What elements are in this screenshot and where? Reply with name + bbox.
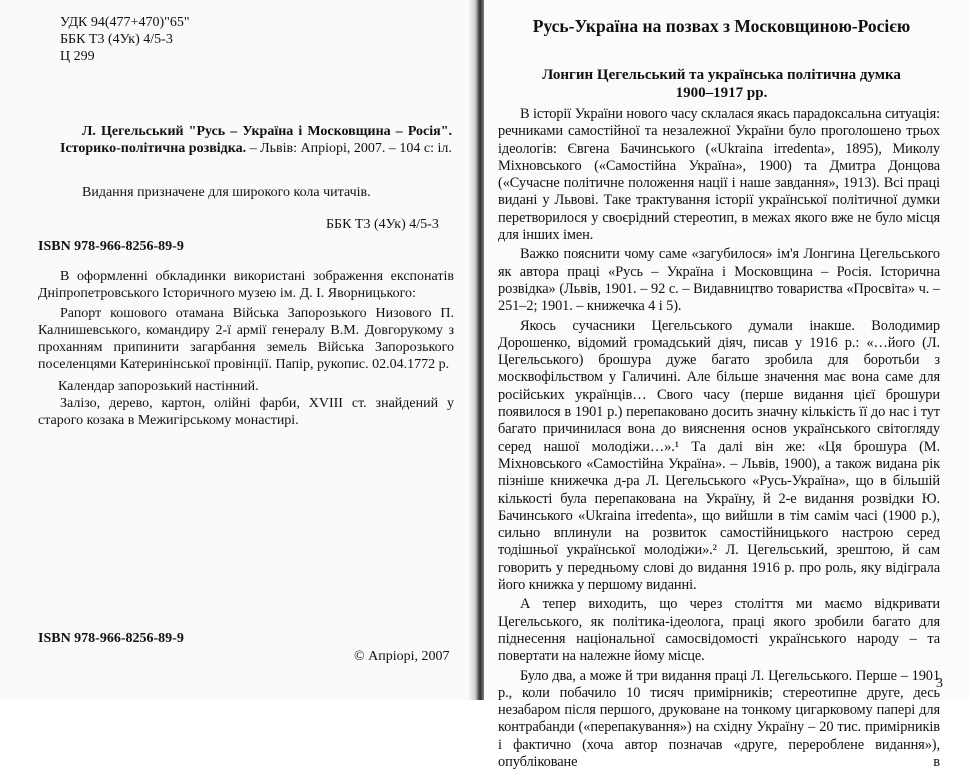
chapter-title-line-1: Лонгин Цегельський та українська політична думка	[542, 67, 901, 83]
exhibit-1-description: Рапорт кошового отамана Війська Запорозького Низового П. Калнишевського, командиру 2-ї армії генералу В.М. Довгорукому з проханням припинити загарбання земель Війська Запорозького поселенцями Катеринінської провінції. Папір, рукопис. 02.04.1772 р.	[38, 306, 454, 372]
cover-note: В оформленні обкладинки використані зображення експонатів Дніпропетровського Історичного музею ім. Д. І. Яворницького:	[38, 269, 454, 301]
bbk-code-top: ББК Т3 (4Ук) 4/5-3	[60, 32, 173, 47]
catalog-code: Ц 299	[60, 49, 95, 64]
audience-note: Видання призначене для широкого кола читачів.	[82, 185, 371, 200]
chapter-title-line-2: 1900–1917 рр.	[675, 85, 768, 101]
exhibit-2-title: Календар запорозький настінний.	[58, 379, 259, 394]
copyright-notice: © Апріорі, 2007	[354, 649, 450, 664]
udk-code: УДК 94(477+470)"65"	[60, 15, 190, 30]
body-paragraph: Важко пояснити чому саме «загубилося» ім'я Лонгина Цегельського як автора праці «Русь – Україна і Московщина – Росія. Історична розвідка» (Львів, 1901. – 92 с. – Видавництво товариства «Просвіта» ч. – 251–2; 1901. – книжечка 4 і 5).	[498, 246, 940, 315]
book-title-header: Русь-Україна на позвах з Московщиною-Росією	[532, 16, 911, 36]
body-paragraph: Було два, а може й три видання праці Л. Цегельського. Перше – 1901 р., коли побачило 10 тисяч примірників; стереотипне друге, десь незабаром після першого, друковане на тонкому цигарковому папері для контрабанди («перепакування») на східну Україну – 20 тис. примірників і фактично (хоча автор позначав «друге, перероблене видання»), опубліковане в	[498, 667, 940, 770]
left-page	[0, 0, 478, 700]
page-number: 3	[936, 676, 943, 691]
exhibit-2-description: Залізо, дерево, картон, олійні фарби, XVIII ст. знайдений у старого козака в Межигірському монастирі.	[38, 396, 454, 428]
body-text	[498, 106, 940, 773]
body-paragraph: В історії України нового часу склалася якась парадоксальна ситуація: речниками самостійної та незалежної України було проголошено трьох ідеологів: Євгена Бачинського («Ukraina irredenta», 1895), Миколу Міхновського («Самостійна Україна», 1900) та Дмитра Донцова («Сучасне політичне положення нації і наше завдання», 1913). Всі праці видані у Львові. Таке трактування історії української політичної думки перетворилося у своєрідний стереотип, в межах якого вже не було місця для інших імен.	[498, 106, 940, 244]
citation-publisher: – Львів: Апріорі, 2007. – 104 с: іл.	[246, 141, 452, 156]
citation-author-title: Л. Цегельський "Русь – Україна і Московщина – Росія". Історико-політична розвідка.	[60, 124, 452, 156]
body-paragraph: Якось сучасники Цегельського думали інакше. Володимир Дорошенко, відомий громадський діяч, писав у 1916 р.: «…його (Л. Цегельського) брошура дуже багато зробила для боротьби з москвофільством у Галичині. Але більше значення має вона саме для російських українців… Свого часу (перше видання цієї брошури появилося в 1901 р.) перепаковано досить значну кількість її до нас і тут багато причинилася вона до вияснення основ українського світогляду серед нашої молодіжи…».¹ Та далі він же: «Ця брошура (М. Міхновського «Самостійна Україна». – Львів, 1900), а також видана рік пізніше книжечка д-ра Л. Цегельського «Русь-Україна», що в більшій кількості була перепакована на Україну, й 2-е видання розвідки Ю. Бачинського «Ukraina irredenta», що вийшли в тім самім часі (1900 р.), сильно вплинули на розвиток самостійницького настрою серед тодішньої української молодіжи».² Л. Цегельський, зрештою, й сам говорить у передньому слові до видання 1916 р. про роль, яку відіграла його книжка у першому виданні.	[498, 317, 940, 594]
isbn-bottom: ISBN 978-966-8256-89-9	[38, 631, 184, 646]
chapter-title	[484, 66, 959, 102]
bbk-code-right: ББК Т3 (4Ук) 4/5-3	[326, 217, 439, 232]
bibliographic-citation	[60, 123, 452, 157]
body-paragraph: А тепер виходить, що через століття ми маємо відкривати Цегельського, як політика-ідеолога, праці якого зробили багато для піднесення національної самосвідомості українського народу – та повертати на належне йому місце.	[498, 596, 940, 665]
right-page	[484, 0, 969, 770]
isbn-top: ISBN 978-966-8256-89-9	[38, 239, 184, 254]
